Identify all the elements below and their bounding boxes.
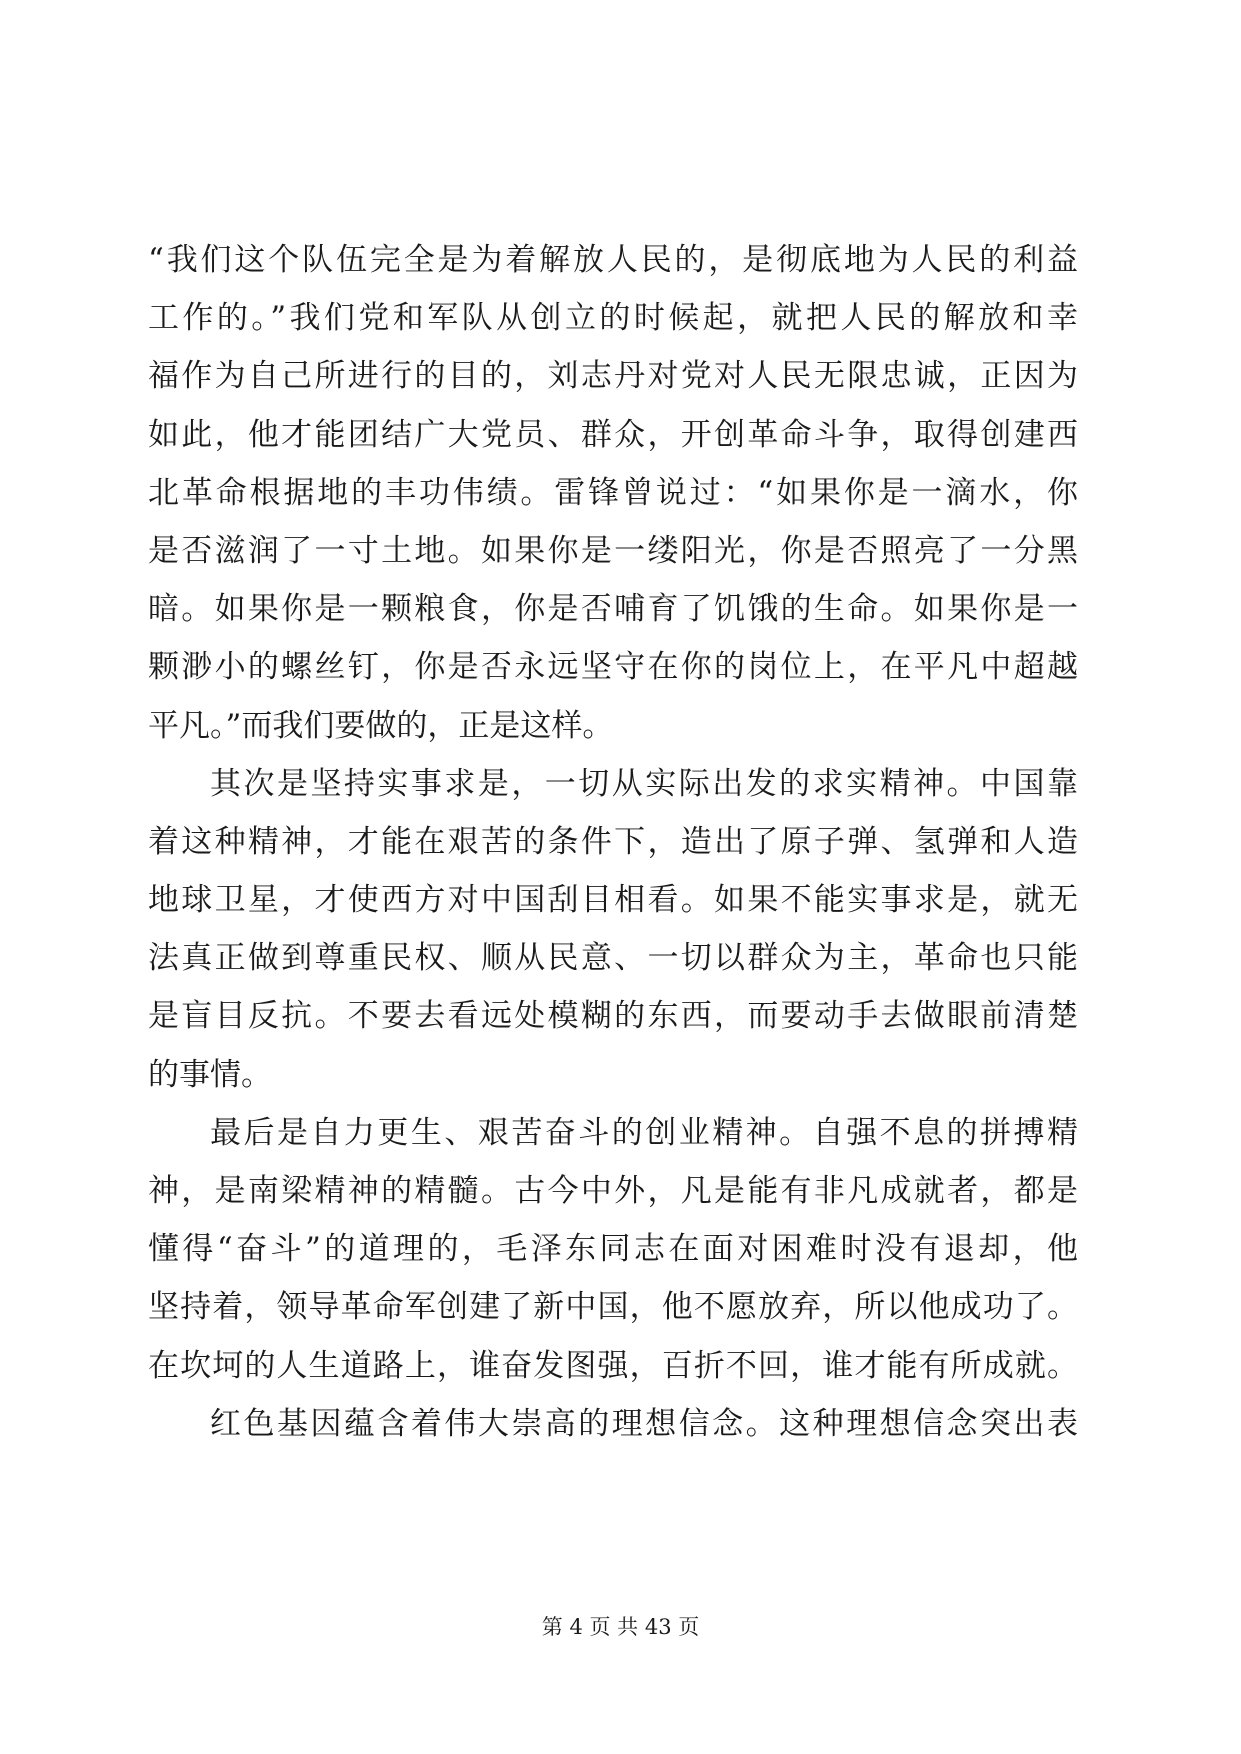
- text-line: 坚持着，领导革命军创建了新中国，他不愿放弃，所以他成功了。: [148, 1289, 1078, 1326]
- text-line: 福作为自己所进行的目的，刘志丹对党对人民无限忠诚，正因为: [148, 358, 1078, 395]
- text-line: 其次是坚持实事求是，一切从实际出发的求实精神。中国靠: [210, 765, 1078, 802]
- text-line: 神，是南梁精神的精髓。古今中外，凡是能有非凡成就者，都是: [148, 1173, 1078, 1209]
- text-line: 颗渺小的螺丝钉，你是否永远坚守在你的岗位上，在平凡中超越: [148, 649, 1078, 686]
- text-line: 法真正做到尊重民权、顺从民意、一切以群众为主，革命也只能: [148, 940, 1078, 977]
- text-line: 是盲目反抗。不要去看远处模糊的东西，而要动手去做眼前清楚: [148, 998, 1078, 1035]
- text-line: 着这种精神，才能在艰苦的条件下，造出了原子弹、氢弹和人造: [148, 823, 1078, 860]
- text-line: 是否滋润了一寸土地。如果你是一缕阳光，你是否照亮了一分黑: [148, 532, 1078, 569]
- text-line: 懂得“奋斗”的道理的，毛泽东同志在面对困难时没有退却，他: [148, 1231, 1078, 1268]
- text-line: 的事情。: [148, 1056, 272, 1093]
- text-line: 暗。如果你是一颗粮食，你是否哺育了饥饿的生命。如果你是一: [148, 591, 1078, 628]
- text-line: 平凡。”而我们要做的，正是这样。: [148, 707, 614, 744]
- text-line: 最后是自力更生、艰苦奋斗的创业精神。自强不息的拼搏精: [210, 1114, 1078, 1151]
- text-line: “我们这个队伍完全是为着解放人民的，是彻底地为人民的利益: [148, 242, 1078, 278]
- text-line: 在坎坷的人生道路上，谁奋发图强，百折不回，谁才能有所成就。: [148, 1347, 1078, 1384]
- text-line: 北革命根据地的丰功伟绩。雷锋曾说过：“如果你是一滴水，你: [148, 474, 1078, 511]
- text-line: 工作的。”我们党和军队从创立的时候起，就把人民的解放和幸: [148, 300, 1078, 337]
- text-line: 如此，他才能团结广大党员、群众，开创革命斗争，取得创建西: [148, 416, 1078, 453]
- text-line: 红色基因蕴含着伟大崇高的理想信念。这种理想信念突出表: [210, 1405, 1078, 1442]
- page-number-footer: 第 4 页 共 43 页: [541, 1615, 700, 1639]
- body-text: [148, 231, 1078, 1453]
- text-line: 地球卫星，才使西方对中国刮目相看。如果不能实事求是，就无: [148, 882, 1078, 919]
